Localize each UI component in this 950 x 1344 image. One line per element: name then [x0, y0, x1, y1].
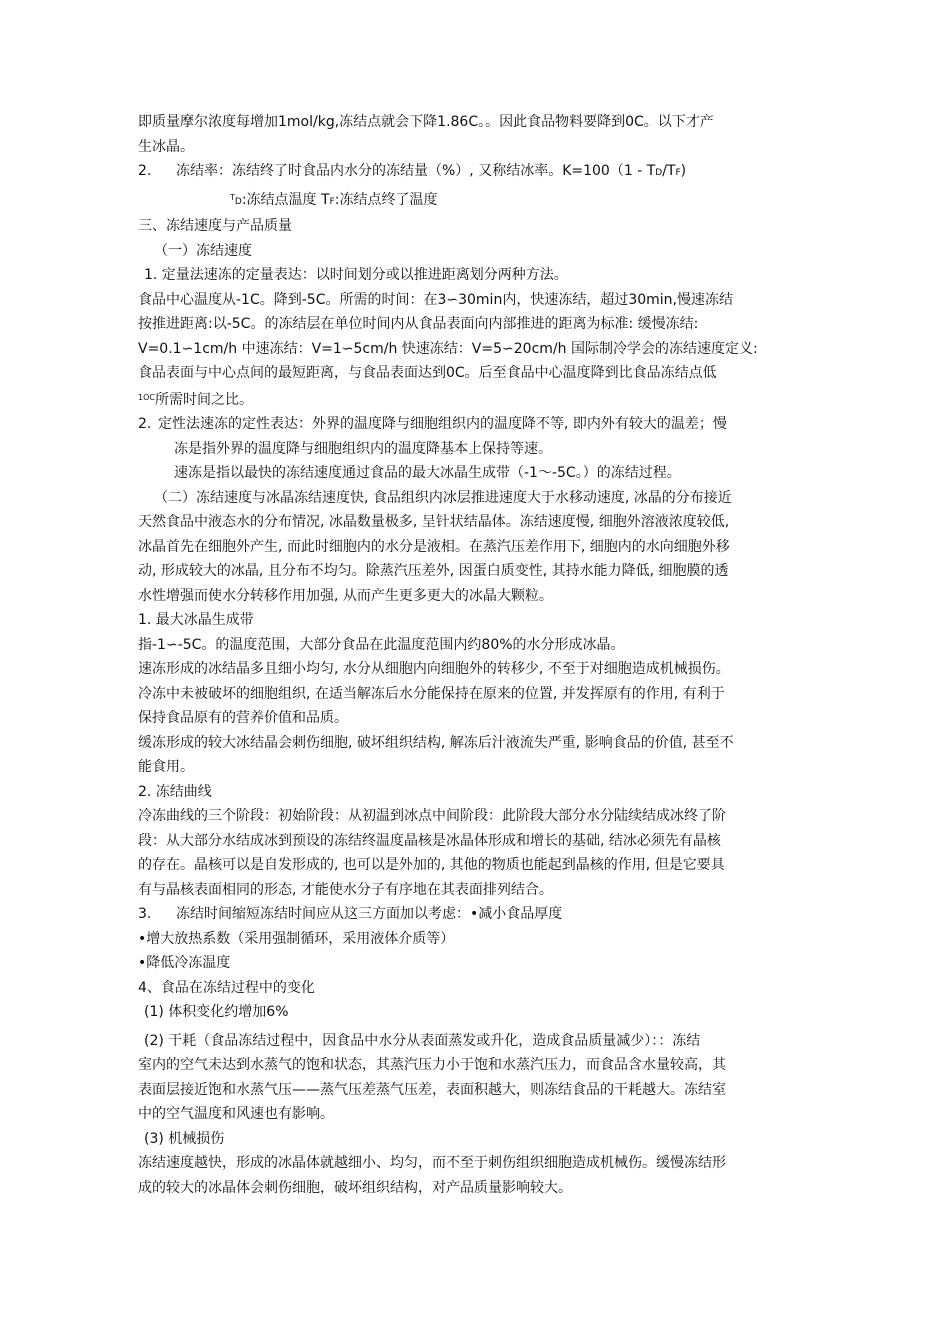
item-text: 冻结时间缩短冻结时间应从这三方面加以考虑：•减小食品厚度 — [176, 906, 563, 922]
text-line: 冻结速度越快，形成的冰晶体就越细小、均匀，而不至于刺伤组织细胞造成机械伤。缓慢冻结形 — [138, 1155, 726, 1171]
definition-text: :冻结点终了温度 — [334, 191, 438, 208]
text-line: (2) 干耗（食品冻结过程中，因食品中水分从表面蒸发或升化，造成食品质量减少）：：冻结 — [144, 1032, 701, 1049]
text-line: 冰晶首先在细胞外产生, 而此时细胞内的水分是液相。在蒸汽压差作用下, 细胞内的水向细胞外移 — [138, 538, 730, 555]
text-line: （二）冻结速度与冰晶冻结速度快, 食品组织内冰层推进速度大于水移动速度, 冰晶的分布接近 — [154, 489, 732, 506]
text-line-item-3 — [138, 902, 828, 927]
text-line: 1. 定量法速冻的定量表达：以时间划分或以推进距离划分两种方法。 — [144, 267, 568, 283]
text-line: 成的较大的冰晶体会刺伤细胞，破坏组织结构，对产品质量影响较大。 — [138, 1179, 572, 1196]
text-line: 冷冻中未被破坏的细胞组织, 在适当解冻后水分能保持在原来的位置, 并发挥原有的作用, 有利于 — [138, 685, 725, 702]
text-line: (3) 机械损伤 — [144, 1130, 225, 1147]
numbered-heading: 4、食品在冻结过程中的变化 — [138, 979, 315, 996]
item-number: 2. — [138, 163, 152, 179]
subscript: D — [655, 168, 663, 178]
text-line: 即质量摩尔浓度每增加1mol/kg,冻结点就会下降1.86C。。因此食品物料要降到0C。以下才产 — [138, 114, 714, 130]
numbered-heading: 2. 冻结曲线 — [138, 783, 212, 800]
numbered-heading: 1. 最大冰晶生成带 — [138, 612, 254, 628]
text-line: 食品表面与中心点间的最短距离，与食品表面达到0C。后至食品中心温度降到比食品冻结点低 — [138, 365, 717, 381]
text-line: 的存在。晶核可以是自发形成的, 也可以是外加的, 其他的物质也能起到晶核的作用, 但是它要具 — [138, 857, 725, 873]
text-line-item-2b — [138, 412, 828, 437]
text-line: 按推进距离:以-5C。的冻结层在单位时间内从食品表面向内部推进的距离为标准: 缓慢冻结: — [138, 316, 699, 332]
text-line: 食品中心温度从-1C。降到-5C。所需的时间：在3∽30min内，快速冻结，超过30min,慢速冻结 — [138, 291, 733, 308]
text-line: 冷冻曲线的三个阶段：初始阶段：从初温到冰点中间阶段：此阶段大部分水分陆续结成冰终了阶 — [138, 808, 726, 824]
superscript: T — [230, 192, 235, 202]
item-number: 3. — [138, 906, 152, 922]
subscript: D — [234, 196, 242, 207]
text-line: 速冻是指以最快的冻结速度通过食品的最大冰晶生成带（-1～-5C。）的冻结过程。 — [174, 465, 681, 481]
text-line-item-2 — [138, 159, 828, 186]
text-line: 速冻形成的冰结晶多且细小均匀, 水分从细胞内向细胞外的转移少, 不至于对细胞造成机械损伤。 — [138, 661, 730, 677]
text-line: 指-1∽-5C。的温度范围，大部分食品在此温度范围内约80%的水分形成冰晶。 — [138, 636, 625, 653]
subscript: F — [329, 196, 335, 207]
bullet-line: •增大放热系数（采用强制循环，采用液体介质等） — [138, 930, 455, 947]
text-line: 中的空气温度和风速也有影响。 — [138, 1106, 334, 1122]
text-line: V=0.1∽1cm/h 中速冻结：V=1∽5cm/h 快速冻结：V=5∽20cm/h 国际制冷学会的冻结速度定义: — [138, 340, 758, 357]
text-line-definition — [138, 186, 828, 215]
text-line: 缓冻形成的较大冰结晶会刺伤细胞, 破坏组织结构, 解冻后汁液流失严重, 影响食品的价值, 甚至不 — [138, 734, 734, 751]
item-text: 定性法速冻的定性表达：外界的温度降与细胞组织内的温度降不等, 即内外有较大的温差；慢 — [158, 416, 727, 432]
text-line: 段：从大部分水结成冰到预设的冻结终温度晶核是冰晶体形成和增长的基础, 结冰必须先有晶核 — [138, 832, 721, 849]
subsection-heading: （一）冻结速度 — [154, 242, 252, 259]
text-line: 动, 形成较大的冰晶, 且分布不均匀。除蒸汽压差外, 因蛋白质变性, 其持水能力降低, 细胞膜的透 — [138, 563, 729, 579]
item-text: 所需时间之比。 — [154, 391, 253, 408]
formula-part: ) — [680, 163, 687, 179]
document-page — [138, 110, 828, 1200]
text-line: 冻是指外界的温度降与细胞组织内的温度降基本上保持等速。 — [174, 440, 552, 457]
definition-text: :冻结点温度 T — [241, 191, 330, 208]
text-line: 有与晶核表面相同的形态, 才能使水分子有序地在其表面排列结合。 — [138, 881, 553, 898]
section-heading: 三、冻结速度与产品质量 — [138, 218, 292, 234]
text-line: 天然食品中液态水的分布情况, 冰晶数量极多, 呈针状结晶体。冻结速度慢, 细胞外溶液浓度较低, — [138, 514, 730, 530]
text-line: 能食用。 — [138, 759, 194, 775]
text-line: 保持食品原有的营养价值和品质。 — [138, 710, 348, 726]
text-line: 水性增强而使水分转移作用加强, 从而产生更多更大的冰晶大颗粒。 — [138, 587, 553, 604]
bullet-line: •降低冷冻温度 — [138, 955, 231, 971]
item-number: 2. — [138, 416, 152, 432]
text-line: 室内的空气未达到水蒸气的饱和状态，其蒸汽压力小于饱和水蒸汽压力，而食品含水量较高，其 — [138, 1057, 726, 1073]
formula-part: /T — [662, 163, 676, 179]
text-line: 表面层接近饱和水蒸气压——蒸气压差蒸气压差，表面积越大，则冻结食品的干耗越大。冻结室 — [138, 1081, 726, 1098]
text-line: (1) 体积变化约增加6% — [144, 1004, 289, 1020]
text-line — [138, 386, 828, 413]
text-line: 生冰晶。 — [138, 138, 194, 155]
small-label: 1OC — [138, 392, 155, 402]
subscript: F — [675, 168, 681, 178]
item-text: 冻结率：冻结终了时食品内水分的冻结量（%）, 又称结冰率。K=100（1 - T — [176, 163, 656, 179]
